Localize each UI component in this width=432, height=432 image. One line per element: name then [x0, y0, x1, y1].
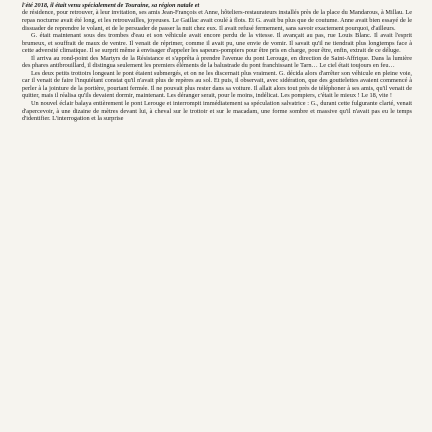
paragraph-4: Les deux petits trottoirs longeant le pont étaient submergés, et on ne les discernait plus vraiment. G. décida alors d'arrêter son véhicule en pleine voie, car il venait de faire l'inquiétant constat qu'il n'avait plus de repères au sol. Et puis, il observait, avec sidération, que des gouttelettes avaient commencé à perler à la jointure de la portière, pourtant fermée. Il ne pouvait plus rester dans sa voiture. Il allait alors tout près de téléphoner à ses amis, qu'il venait de quitter, mais il réalisa qu'ils devaient dormir, maintenant. Les déranger serait, pour le moins, indélicat. Les pompiers, c'était le mieux ! Le 18, vite ! — [22, 69, 412, 100]
top-line: l'été 2018, il était venu spécialement de Touraine, sa région natale et — [22, 2, 200, 9]
paragraph-5: Un nouvel éclair balaya entièrement le pont Lerouge et interrompit immédiatement sa spéculation salvatrice : G., durant cette fulgurante clarté, venait d'apercevoir, à une dizaine de mètres devant lui, à cheval sur le trottoir et sur le macadam, une forme sombre et massive qu'il n'avait pas eu le temps d'identifier. L'interrogation et la surprise — [22, 99, 412, 123]
paragraph-3: Il arriva au rond-point des Martyrs de la Résistance et s'apprêta à prendre l'avenue du pont Lerouge, en direction de Saint-Affrique. Dans la lumière des phares antibrouillard, il distingua seulement les premiers éléments de la balustrade du pont franchissant le Tarn… Le ciel était toujours en feu… — [22, 54, 412, 70]
paragraph-1: de résidence, pour retrouver, à leur invitation, ses amis Jean-François et Anne, hôteliers-restaurateurs installés près de la place du Mandarous, à Millau. Le repas nocturne avait été long, et les retrouvailles, joyeuses. Le Gaillac avait coulé à flots. Et G. avait bu plus que de coutume. Anne avait bien essayé de le dissuader de reprendre le volant, et de le persuader de passer la nuit chez eux. Il avait refusé fermement, sans savoir exactement pourquoi, d'ailleurs. — [22, 9, 412, 32]
paragraph-2: G. était maintenant sous des trombes d'eau et son véhicule avait encore perdu de la vitesse. Il avançait au pas, rue Louis Blanc. Il avait l'esprit brumeux, et souffrait de maux de ventre. Il venait de réprimer, comme il avait pu, une envie de vomir. Il savait qu'il ne tiendrait plus longtemps face à cette adversité climatique. Il se surprit même à envisager d'appeler les sapeurs-pompiers pour être pris en charge, pour être, enfin, extrait de ce déluge. — [22, 32, 412, 55]
